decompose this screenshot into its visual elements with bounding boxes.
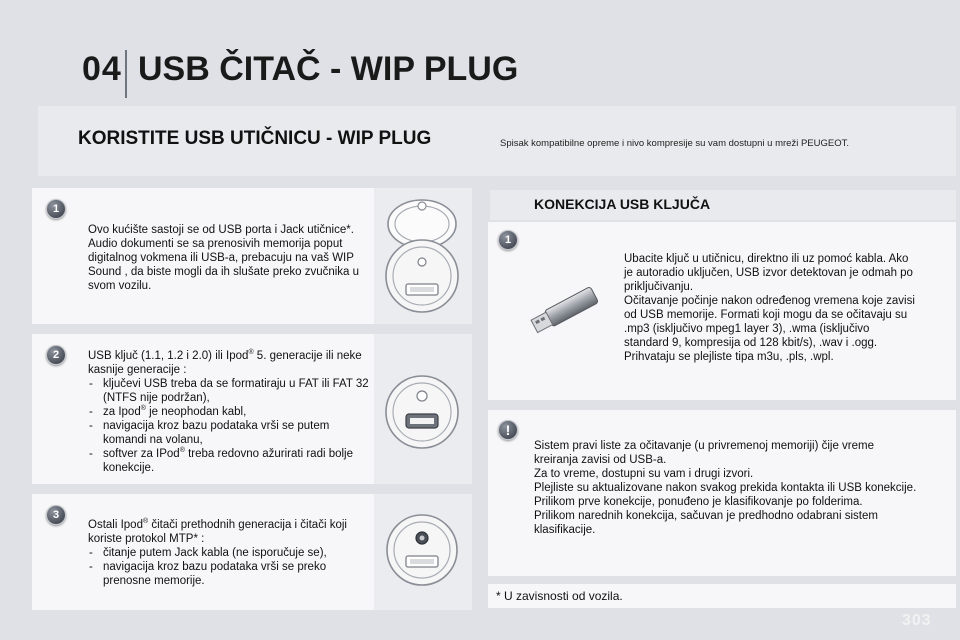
older-ipod-text [88,518,374,588]
list-item: - za Ipod® je neophodan kabl, [88,405,374,419]
usb-jack-description: Ovo kućište sastoji se od USB porta i Jack utičnice*. Audio dokumenti se sa prenosivih memorija poput digitalnog vokmena ili USB-a, prebacuju na vaš WIP Sound , da biste mogli da ih slušate preko zvučnika u svom vozilu. [88,224,360,292]
usb-socket-icon [374,334,472,484]
step-badge-2: 2 [46,345,66,365]
usb-flash-drive-icon [522,282,604,338]
older-ipod-intro: Ostali Ipod® čitači prethodnih generacija i čitači koji koriste protokol MTP* : [88,518,347,545]
usb-key-connection-text [624,252,916,364]
usb-key-connection-heading: KONEKCIJA USB KLJUČA [534,196,711,212]
compatibility-note: Spisak kompatibilne opreme i nivo kompresije su vam dostupni u mreži PEUGEOT. [500,138,850,149]
older-ipod-list [88,546,374,588]
list-item: - navigacija kroz bazu podataka vrši se putem komandi na volanu, [88,419,374,447]
jack-socket-icon [374,494,472,610]
step-badge-1: 1 [46,199,66,219]
panel-illustration-3 [374,494,472,610]
playlist-paragraph: Prilikom narednih konekcija, sačuvan je predhodno odabrani sistem klasifikacije. [534,510,878,536]
playlist-paragraph: Prilikom prve konekcije, ponuđeno je klasifikovanje po folderima. [534,496,863,508]
playlists-paragraph: Prihvataju se plejliste tipa m3u, .pls, .wpl. [624,351,834,363]
page-title: USB ČITAČ - WIP PLUG [138,50,519,88]
playlist-paragraph: Sistem pravi liste za očitavanje (u privremenoj memoriji) čije vreme kreiranja zavisi od USB-a. [534,440,874,466]
list-item: - navigacija kroz bazu podataka vrši se preko prenosne memorije. [88,560,374,588]
playlist-info-text [534,439,918,537]
usb-key-requirements-list [88,377,374,475]
wip-plug-cover-open-icon [374,188,472,324]
panel-illustration-1 [374,188,472,324]
chapter-number: 04 [82,50,122,88]
step-badge-1-right: 1 [498,230,518,250]
list-item: - čitanje putem Jack kabla (ne isporučuje se), [88,546,374,560]
title-separator [125,50,127,98]
section-heading: KORISTITE USB UTIČNICU - WIP PLUG [78,128,432,149]
playlist-paragraph: Za to vreme, dostupni su vam i drugi izvori. [534,468,754,480]
connection-paragraph: Ubacite ključ u utičnicu, direktno ili uz pomoć kabla. Ako je autoradio uključen, USB izvor detektovan je odmah po priključivanju. [624,253,913,293]
page-number: 303 [902,612,932,629]
panel-illustration-2 [374,334,472,484]
usb-key-intro: USB ključ (1.1, 1.2 i 2.0) ili Ipod® 5. generacije ili neke kasnije generacije : [88,349,362,376]
step-badge-3: 3 [46,505,66,525]
warning-icon: ! [498,420,518,440]
usb-key-ipod-text [88,349,374,475]
reading-formats-paragraph: Očitavanje počinje nakon određenog vremena koje zavisi od USB memorije. Formati koji mogu da se očitavaju su .mp3 (isključivo mpeg1 layer 3), .wma (isključivo standard 9, kompresija od 128 kbit/s), .wav i .ogg. [624,295,915,349]
footnote: * U zavisnosti od vozila. [496,589,623,603]
list-item: - ključevi USB treba da se formatiraju u FAT ili FAT 32 (NTFS nije podržan), [88,377,374,405]
playlist-paragraph: Plejliste su aktualizovane nakon svakog prekida kontakta ili USB konekcije. [534,482,917,494]
list-item: - softver za IPod® treba redovno ažurirati radi bolje konekcije. [88,447,374,475]
